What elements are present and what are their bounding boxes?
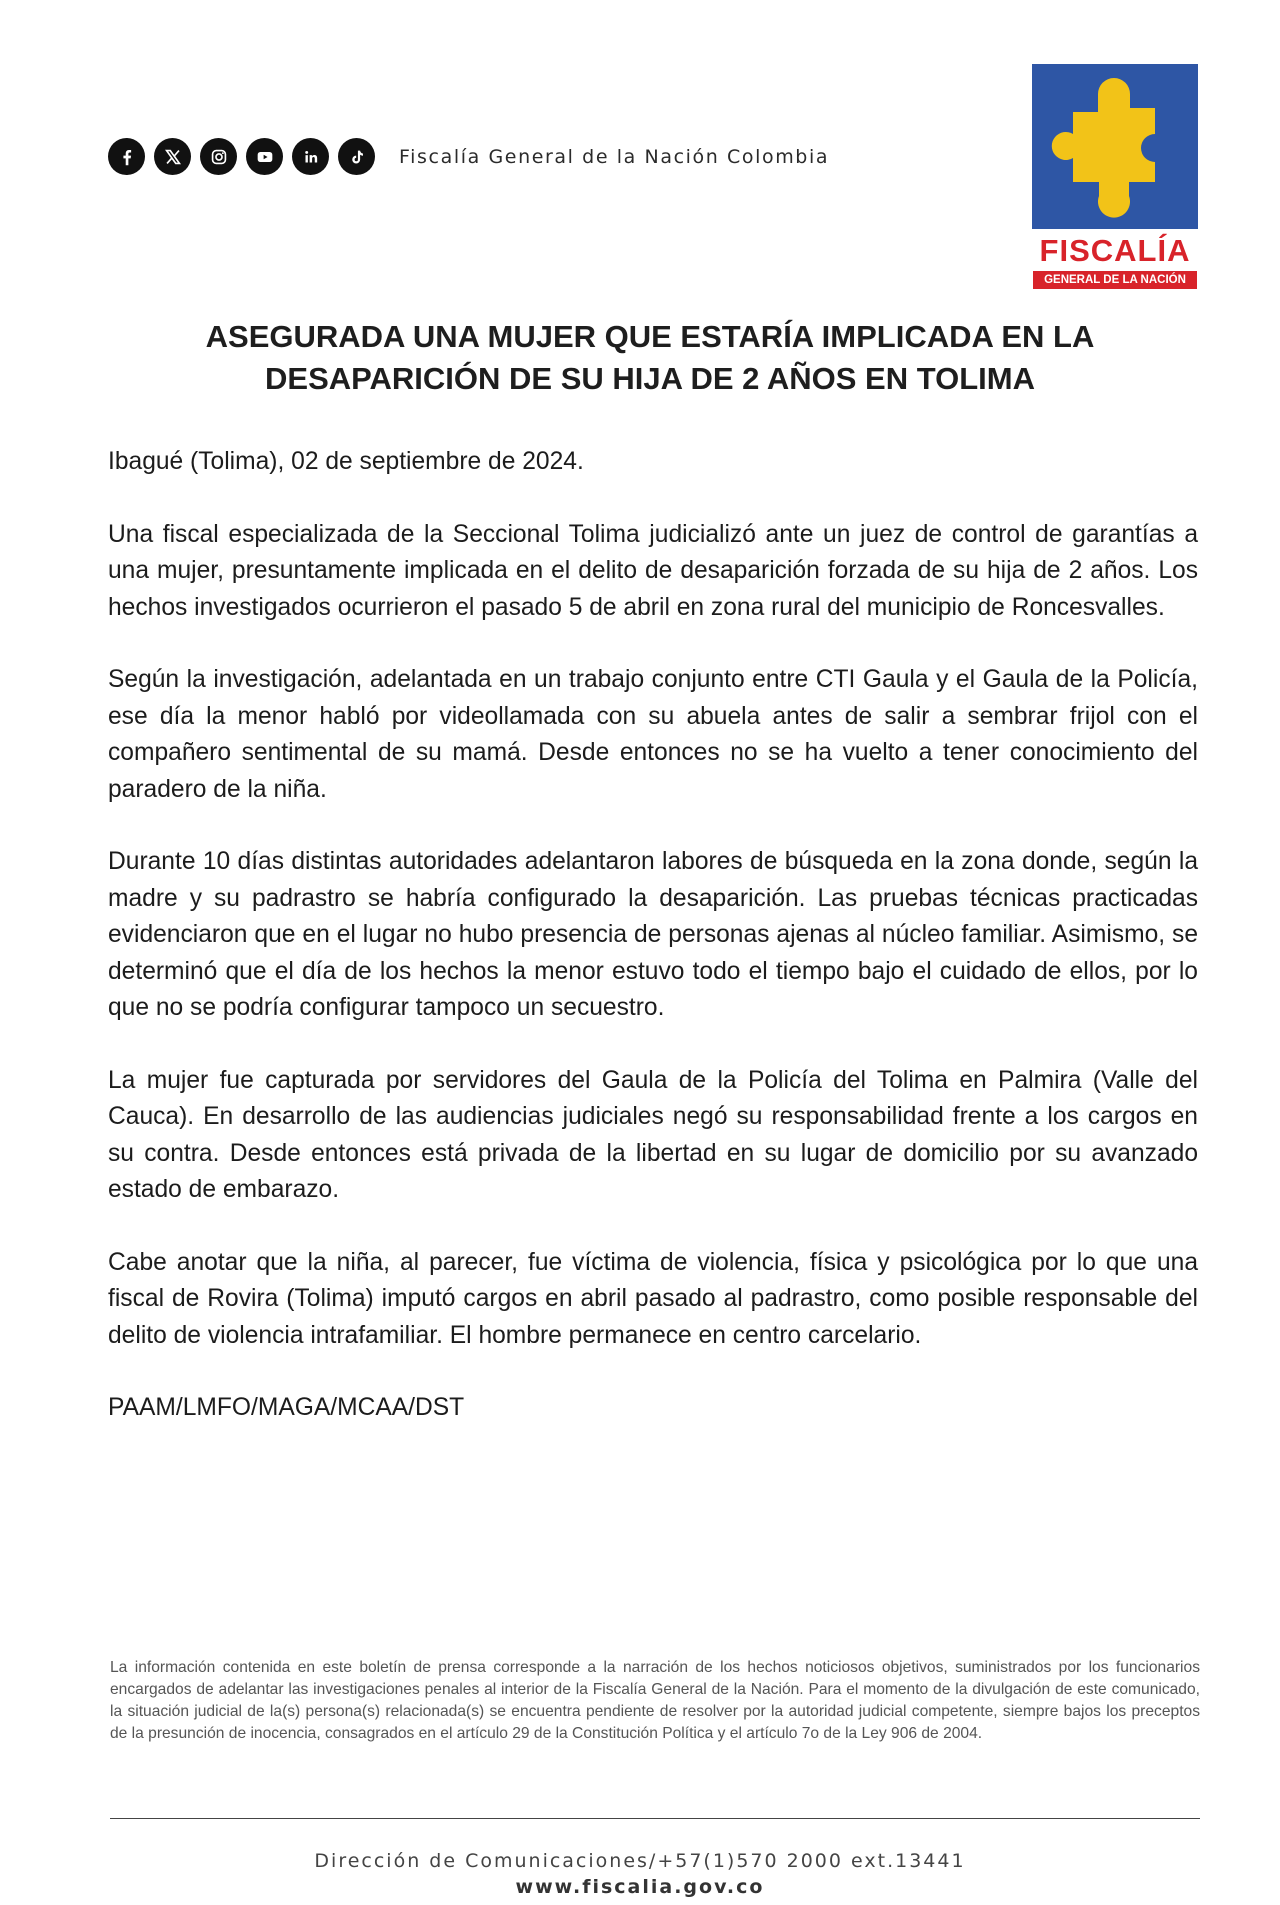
tiktok-icon[interactable] [338, 138, 375, 175]
title-line-1: ASEGURADA UNA MUJER QUE ESTARÍA IMPLICADA EN LA [205, 319, 1095, 354]
logo-puzzle-emblem [1032, 64, 1198, 229]
legal-disclaimer: La información contenida en este boletín de prensa corresponde a la narración de los hechos noticiosos objetivos, suministrados por los funcionarios encargados de adelantar las investigaciones penales al interior de la Fiscalía General de la Nación. Para el momento de la divulgación de este comunicado, la situación judicial de la(s) persona(s) relacionada(s) se encuentra pendiente de resolver por la autoridad judicial competente, siempre bajos los preceptos de la presunción de inocencia, consagrados en el artículo 29 de la Constitución Política y el artículo 7o de la Ley 906 de 2004. [110, 1659, 1200, 1742]
paragraph: Durante 10 días distintas autoridades adelantaron labores de búsqueda en la zona donde, según la madre y su padrastro se habría configurado la desaparición. Las pruebas técnicas practicadas evidenciaron que en el lugar no hubo presencia de personas ajenas al núcleo familiar. Asimismo, se determinó que el día de los hechos la menor estuvo todo el tiempo bajo el cuidado de ellos, por lo que no se podría configurar tampoco un secuestro. [108, 848, 1198, 1021]
social-links [108, 138, 375, 175]
title-line-2: DESAPARICIÓN DE SU HIJA DE 2 AÑOS EN TOLIMA [265, 361, 1035, 396]
press-release-title [110, 316, 1190, 400]
paragraph: La mujer fue capturada por servidores del Gaula de la Policía del Tolima en Palmira (Valle del Cauca). En desarrollo de las audiencias judiciales negó su responsabilidad frente a los cargos en su contra. Desde entonces está privada de la libertad en su lugar de domicilio por su avanzado estado de embarazo. [108, 1066, 1198, 1203]
youtube-icon[interactable] [246, 138, 283, 175]
instagram-icon[interactable] [200, 138, 237, 175]
contact-line: Dirección de Comunicaciones/+57(1)570 2000 ext.13441 [314, 1850, 966, 1872]
header-bar [108, 138, 829, 175]
signoff: PAAM/LMFO/MAGA/MCAA/DST [108, 1394, 465, 1421]
facebook-icon[interactable] [108, 138, 145, 175]
article-body [108, 444, 1198, 1463]
logo-word: FISCALÍA [1039, 233, 1191, 268]
paragraph: Cabe anotar que la niña, al parecer, fue víctima de violencia, física y psicológica por lo que una fiscal de Rovira (Tolima) imputó cargos en abril pasado al padrastro, como posible responsable del delito de violencia intrafamiliar. El hombre permanece en centro carcelario. [108, 1248, 1198, 1349]
organization-name: Fiscalía General de la Nación Colombia [399, 145, 830, 168]
paragraph: Según la investigación, adelantada en un trabajo conjunto entre CTI Gaula y el Gaula de la Policía, ese día la menor habló por videollamada con su abuela antes de salir a sembrar frijol con el compañero sentimental de su mamá. Desde entonces no se ha vuelto a tener conocimiento del paradero de la niña. [108, 666, 1198, 803]
x-icon[interactable] [154, 138, 191, 175]
footer-divider [110, 1818, 1200, 1819]
website-link[interactable]: www.fiscalia.gov.co [515, 1876, 765, 1898]
dateline: Ibagué (Tolima), 02 de septiembre de 2024. [108, 448, 584, 475]
fiscalia-logo [1032, 64, 1198, 290]
logo-subtitle: GENERAL DE LA NACIÓN [1033, 271, 1197, 289]
linkedin-icon[interactable] [292, 138, 329, 175]
paragraph: Una fiscal especializada de la Seccional Tolima judicializó ante un juez de control de garantías a una mujer, presuntamente implicada en el delito de desaparición forzada de su hija de 2 años. Los hechos investigados ocurrieron el pasado 5 de abril en zona rural del municipio de Roncesvalles. [108, 520, 1198, 621]
